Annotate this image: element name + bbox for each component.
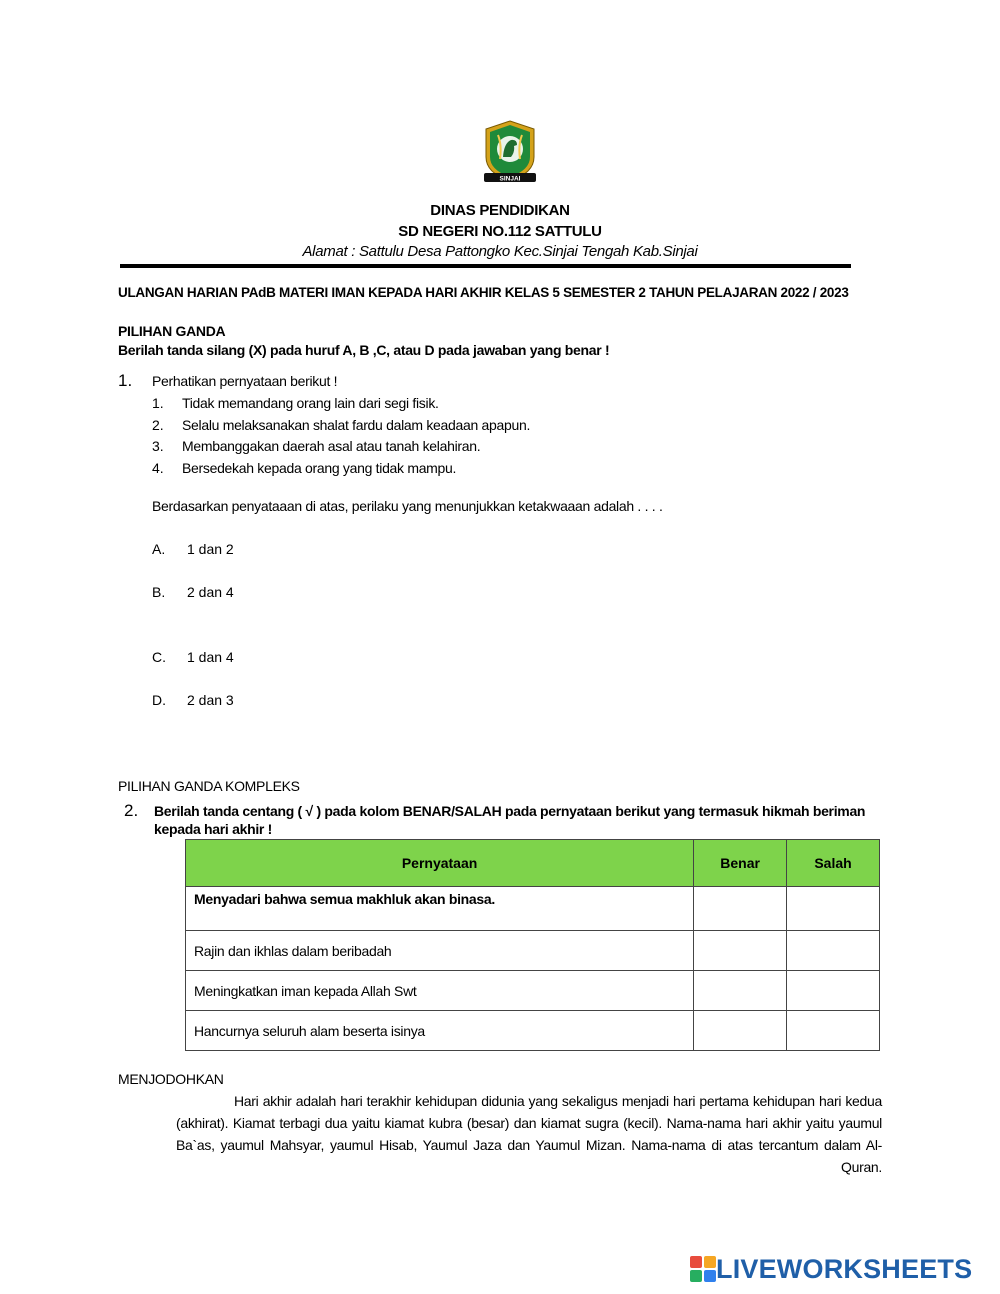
option-c[interactable] — [152, 649, 234, 665]
column-header-false: Salah — [787, 840, 880, 887]
section-title-complex-choice: PILIHAN GANDA KOMPLEKS — [118, 778, 300, 794]
statement-cell: Rajin dan ikhlas dalam beribadah — [186, 931, 694, 971]
option-letter: B. — [152, 584, 166, 600]
section-title-matching: MENJODOHKAN — [118, 1071, 224, 1087]
header-address: Alamat : Sattulu Desa Pattongko Kec.Sinjai Tengah Kab.Sinjai — [302, 243, 698, 260]
statement-number: 2. — [152, 417, 164, 433]
statement-text: Tidak memandang orang lain dari segi fisik. — [182, 395, 439, 411]
statement-text: Bersedekah kepada orang yang tidak mampu. — [182, 460, 457, 476]
question-prompt: Perhatikan pernyataan berikut ! — [152, 373, 338, 389]
statement-number: 1. — [152, 395, 164, 411]
option-b[interactable] — [152, 584, 234, 600]
true-checkbox-cell[interactable] — [694, 971, 787, 1011]
statement-text: Membanggakan daerah asal atau tanah kelahiran. — [182, 438, 481, 454]
option-letter: A. — [152, 541, 166, 557]
false-checkbox-cell[interactable] — [787, 971, 880, 1011]
option-letter: C. — [152, 649, 166, 665]
table-row — [186, 1011, 880, 1051]
question-instruction-line2: kepada hari akhir ! — [154, 821, 273, 837]
option-a[interactable] — [152, 541, 234, 557]
logo-text: SINJAI — [499, 175, 521, 183]
true-checkbox-cell[interactable] — [694, 931, 787, 971]
question-number: 1. — [118, 371, 133, 390]
exam-title: ULANGAN HARIAN PAdB MATERI IMAN KEPADA HARI AKHIR KELAS 5 SEMESTER 2 TAHUN PELAJARAN 2022 / 2023 — [118, 285, 849, 300]
statement-cell: Menyadari bahwa semua makhluk akan binasa. — [186, 887, 694, 931]
column-header-true: Benar — [694, 840, 787, 887]
paragraph-line: Hari akhir adalah hari terakhir kehidupan didunia yang sekaligus menjadi hari pertama kehidupan hari kedua — [234, 1093, 882, 1109]
watermark-text: LIVEWORKSHEETS — [716, 1253, 973, 1284]
true-checkbox-cell[interactable] — [694, 1011, 787, 1051]
statement-cell: Meningkatkan iman kepada Allah Swt — [186, 971, 694, 1011]
table-row — [186, 887, 880, 931]
liveworksheets-watermark — [690, 1253, 972, 1285]
option-text: 2 dan 4 — [187, 584, 234, 600]
option-text: 1 dan 2 — [187, 541, 234, 557]
section-instruction: Berilah tanda silang (X) pada huruf A, B ,C, atau D pada jawaban yang benar ! — [118, 342, 610, 358]
reading-paragraph — [176, 1090, 882, 1178]
table-row — [186, 931, 880, 971]
school-emblem-logo — [478, 119, 542, 185]
table-row — [186, 971, 880, 1011]
header-line-1: DINAS PENDIDIKAN — [430, 202, 570, 219]
false-checkbox-cell[interactable] — [787, 1011, 880, 1051]
question-instruction-line1: Berilah tanda centang ( √ ) pada kolom BENAR/SALAH pada pernyataan berikut yang termasuk hikmah beriman — [154, 803, 866, 819]
paragraph-line: Ba`as, yaumul Mahsyar, yaumul Hisab, Yaumul Jaza dan Yaumul Mizan. Nama-nama di atas tercantum dalam Al-Quran. — [176, 1137, 882, 1175]
option-text: 2 dan 3 — [187, 692, 234, 708]
false-checkbox-cell[interactable] — [787, 931, 880, 971]
header-line-2: SD NEGERI NO.112 SATTULU — [398, 223, 602, 240]
true-checkbox-cell[interactable] — [694, 887, 787, 931]
header-divider — [120, 264, 851, 268]
question-number: 2. — [124, 801, 139, 820]
statement-number: 4. — [152, 460, 164, 476]
question-text: Berdasarkan penyataaan di atas, perilaku yang menunjukkan ketakwaaan adalah . . . . — [152, 498, 663, 514]
option-d[interactable] — [152, 692, 234, 708]
option-letter: D. — [152, 692, 166, 708]
option-text: 1 dan 4 — [187, 649, 234, 665]
false-checkbox-cell[interactable] — [787, 887, 880, 931]
paragraph-line: (akhirat). Kiamat terbagi dua yaitu kiamat kubra (besar) dan kiamat sugra (kecil). Nama-nama hari akhir yaitu yaumul — [176, 1115, 882, 1131]
statement-text: Selalu melaksanakan shalat fardu dalam keadaan apapun. — [182, 417, 531, 433]
column-header-statement: Pernyataan — [186, 840, 694, 887]
table-header-row — [186, 840, 880, 887]
section-title-multiple-choice: PILIHAN GANDA — [118, 323, 226, 339]
liveworksheets-logo-icon — [690, 1256, 716, 1282]
statement-number: 3. — [152, 438, 164, 454]
true-false-table — [185, 839, 880, 1051]
statement-cell: Hancurnya seluruh alam beserta isinya — [186, 1011, 694, 1051]
